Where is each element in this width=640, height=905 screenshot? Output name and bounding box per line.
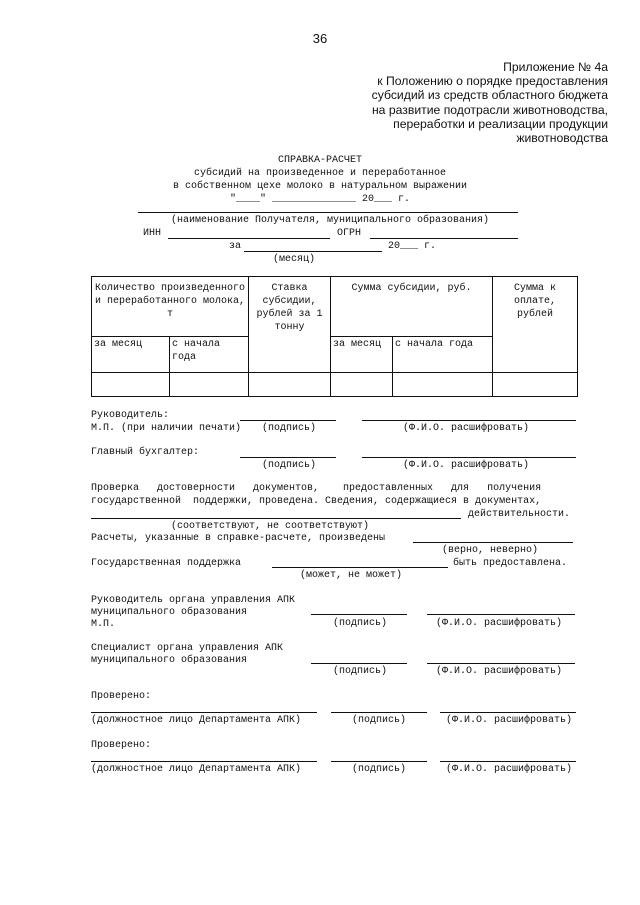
correct-field (413, 542, 573, 543)
recipient-name-line (138, 212, 518, 213)
cell-empty (393, 373, 493, 397)
accountant-signature-line (240, 457, 336, 458)
apk-head-line-2: муниципального образования (91, 607, 248, 618)
verification-line-1: Проверка достоверности документов, предоставленных для получения (91, 483, 542, 494)
cell-empty (249, 373, 331, 397)
fio-caption: (Ф.И.О. расшифровать) (403, 460, 530, 471)
conform-caption: (соответствуют, не соответствуют) (171, 521, 370, 532)
header-subsidy-sum: Сумма субсидии, руб. (331, 277, 493, 337)
apk-head-line-1: Руководитель органа управления АПК (91, 595, 296, 606)
checked-fio-line (440, 761, 576, 762)
checked-signature-line (331, 761, 427, 762)
appendix-line: субсидий из средств областного бюджета (371, 88, 608, 103)
correct-caption: (верно, неверно) (442, 545, 539, 556)
subheader-sub-month: за месяц (331, 337, 393, 373)
subsidy-table (91, 276, 578, 397)
verification-line-2: государственной поддержки, проведена. Сведения, содержащиеся в документах, (91, 496, 542, 507)
can-field (272, 567, 448, 568)
conform-field (91, 518, 461, 519)
header-rate: Ставка субсидии, рублей за 1 тонну (249, 277, 331, 373)
subheader-month: за месяц (92, 337, 170, 373)
apk-spec-signature-line (311, 663, 407, 664)
recipient-caption: (наименование Получателя, муниципального образования) (171, 215, 490, 226)
apk-head-signature-line (311, 614, 407, 615)
checked-label: Проверено: (91, 740, 152, 751)
document-title: СПРАВКА-РАСЧЕТ (277, 155, 362, 166)
za-label: за (229, 241, 242, 252)
fio-caption: (Ф.И.О. расшифровать) (403, 423, 530, 434)
support-label: Государственная поддержка (91, 558, 242, 569)
apk-spec-line-2: муниципального образования (91, 655, 248, 666)
signature-caption: (подпись) (333, 666, 388, 677)
page-number: 36 (312, 31, 328, 46)
head-signature-line (240, 420, 336, 421)
accountant-label: Главный бухгалтер: (91, 447, 200, 458)
apk-spec-fio-line (427, 663, 575, 664)
head-label: Руководитель: (91, 410, 170, 421)
inn-label: ИНН (143, 228, 162, 239)
support-suffix: быть предоставлена. (453, 558, 568, 569)
can-caption: (может, не может) (300, 570, 403, 581)
signature-caption: (подпись) (333, 618, 388, 629)
fio-caption: (Ф.И.О. расшифровать) (446, 764, 573, 775)
signature-caption: (подпись) (352, 764, 407, 775)
head-fio-line (362, 420, 576, 421)
official-caption: (должностное лицо Департамента АПК) (91, 764, 302, 775)
appendix-line: на развитие подотрасли животноводства, (371, 102, 608, 117)
inn-field (168, 238, 330, 239)
year-suffix: 20___ г. (388, 241, 437, 252)
fio-caption: (Ф.И.О. расшифровать) (436, 618, 563, 629)
title-line-2: в собственном цехе молоко в натуральном выражении (172, 181, 468, 192)
fio-caption: (Ф.И.О. расшифровать) (436, 666, 563, 677)
cell-empty (170, 373, 249, 397)
appendix-line: к Положению о порядке предоставления (377, 74, 608, 89)
signature-caption: (подпись) (352, 715, 407, 726)
checked-official-line (91, 712, 317, 713)
checked-official-line (91, 761, 317, 762)
subheader-sub-ytd: с начала года (393, 337, 493, 373)
calc-label: Расчеты, указанные в справке-расчете, произведены (91, 533, 386, 544)
official-caption: (должностное лицо Департамента АПК) (91, 715, 302, 726)
checked-signature-line (331, 712, 427, 713)
header-payment-sum: Сумма к оплате, рублей (493, 277, 578, 373)
validity-suffix: действительности. (468, 509, 571, 520)
appendix-line: переработки и реализации продукции (393, 116, 608, 131)
accountant-fio-line (362, 457, 576, 458)
checked-fio-line (440, 712, 576, 713)
ogrn-field (370, 238, 518, 239)
checked-label: Проверено: (91, 691, 152, 702)
month-caption: (месяц) (273, 254, 316, 265)
apk-head-fio-line (427, 614, 575, 615)
appendix-line: Приложение № 4а (503, 60, 608, 74)
stamp-label: М.П. (при наличии печати) (91, 423, 242, 434)
apk-stamp: М.П. (91, 619, 116, 630)
title-line-1: субсидий на произведенное и переработанное (193, 168, 447, 179)
appendix-header (372, 60, 608, 145)
title-date-line: "____" ______________ 20___ г. (229, 194, 411, 205)
fio-caption: (Ф.И.О. расшифровать) (446, 715, 573, 726)
cell-empty (92, 373, 170, 397)
header-quantity: Количество произведенного и переработанного молока, т (92, 277, 249, 337)
signature-caption: (подпись) (262, 460, 317, 471)
ogrn-label: ОГРН (337, 228, 362, 239)
signature-caption: (подпись) (262, 423, 317, 434)
cell-empty (493, 373, 578, 397)
apk-spec-line-1: Специалист органа управления АПК (91, 643, 284, 654)
subheader-ytd: с начала года (170, 337, 249, 373)
month-field (244, 251, 382, 252)
cell-empty (331, 373, 393, 397)
appendix-line: животноводства (516, 131, 608, 146)
